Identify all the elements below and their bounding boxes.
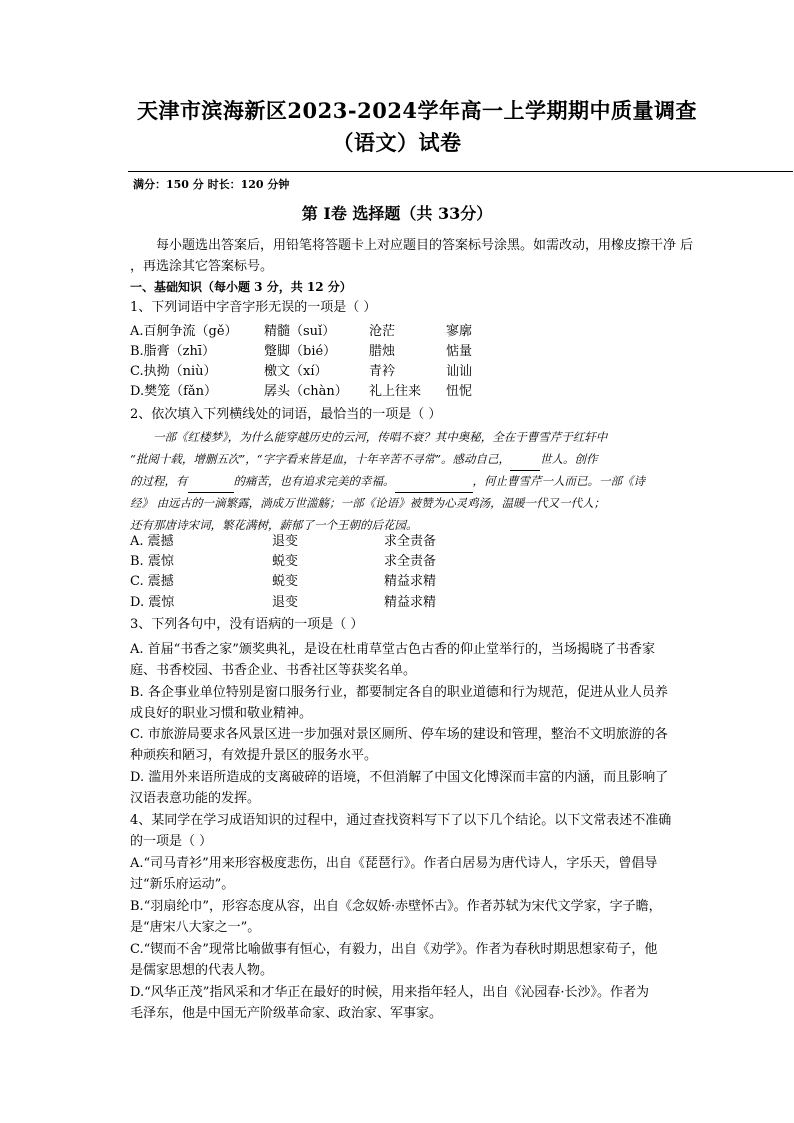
blank-1 [510,448,540,471]
q2-passage-line1: 一部《红楼梦》，为什么能穿越历史的云河，传唱不衰？其中奥秘，全在于曹雪芹于红轩中 [153,430,608,444]
q2-b-col1: B. 震惊 [130,554,174,569]
q1-b-col3: 腊烛 [369,344,396,359]
score-time-info: 满分：150 分 时长：120 分钟 [133,178,290,191]
q2-option-d [130,593,750,613]
q1-d-col1: D.樊笼（fǎn） [130,384,218,399]
q1-d-col3: 礼上往来 [369,384,422,399]
q3-option-d-line1: D. 滥用外来语所造成的支离破碎的语境，不但消解了中国文化博深而丰富的内涵，而且影响了 [130,770,669,785]
blank-3 [395,470,473,493]
q2-passage-line2-text: “批阅十载，增删五次”，“字字看来皆是血，十年辛苦不寻常”。感动自己， [130,452,511,466]
q3-option-b-line1: B. 各企事业单位特别是窗口服务行业，都要制定各自的职业道德和行为规范，促进从业人员养 [130,685,668,700]
q1-c-col1: C.执拗（niù） [130,364,217,379]
q1-option-b [130,342,750,362]
q1-b-col4: 惦量 [446,344,473,359]
q2-a-col3: 求全责备 [384,534,437,549]
q4-option-c-line1: C.“锲而不舍”现常比喻做事有恒心，有毅力，出自《劝学》。作者为春秋时期思想家荀子，他 [130,942,658,957]
exam-subtitle: （语文）试卷 [332,130,462,155]
q4-option-a-line2: 过“新乐府运动”。 [130,877,235,892]
q1-a-col4: 寥廓 [446,324,473,339]
q1-c-col4: 讪讪 [446,364,473,379]
q2-a-col2: 退变 [272,534,299,549]
q3-option-c-line2: 种顽疾和陋习，有效提升景区的服务水平。 [130,748,378,763]
q2-passage-line3 [130,470,722,493]
q3-option-c-line1: C. 市旅游局要求各风景区进一步加强对景区厕所、停车场的建设和管理，整治不文明旅游的各 [130,727,668,742]
q2-c-col3: 精益求精 [384,574,437,589]
q1-a-col1: A.百舸争流（gě） [130,324,238,339]
section-heading: 第 I卷 选择题（共 33分） [301,204,493,223]
q2-option-a [130,532,750,552]
q3-option-b-line2: 成良好的职业习惯和敬业精神。 [130,706,313,721]
q2-c-col2: 蜕变 [272,574,299,589]
q1-d-col4: 忸怩 [446,384,473,399]
question-2-stem: 2、依次填入下列横线处的词语，最恰当的一项是（ ） [130,407,442,422]
q1-a-col3: 沧茫 [369,324,396,339]
q4-option-b-line1: B.“羽扇纶巾”，形容态度从容，出自《念奴娇·赤壁怀古》。作者苏轼为宋代文学家，字子瞻， [130,899,662,914]
question-4-stem-line1: 4、某同学在学习成语知识的过程中，通过查找资料写下了以下几个结论。以下文常表述不准确 [130,813,672,828]
q1-b-col2: 蹩脚（bié） [264,344,337,359]
question-4-stem-line2: 的一项是（ ） [130,834,213,849]
q1-d-col2: 孱头（chàn） [264,384,348,399]
q2-passage-line3-b: 的痛苦，也有追求完美的幸福。 [233,474,395,488]
q4-option-c-line2: 是儒家思想的代表人物。 [130,963,274,978]
q1-option-a [130,322,750,342]
q2-passage-line3-a: 的过程，有 [130,474,188,488]
q2-a-col1: A. 震撼 [130,534,174,549]
q2-option-c [130,572,750,592]
q3-option-a-line2: 庭、书香校园、书香企业、书香社区等获奖名单。 [130,663,417,678]
q2-b-col2: 蜕变 [272,554,299,569]
q1-option-c [130,362,750,382]
q2-d-col1: D. 震惊 [130,595,175,610]
q4-option-a-line1: A.“司马青衫”用来形容极度悲伤，出自《琵琶行》。作者白居易为唐代诗人，字乐天，曾倡导 [130,856,658,871]
blank-2 [188,470,234,493]
q2-passage-line4: 经》 由远古的一滴繁露，淌成万世滥觞；一部《论语》被赞为心灵鸡汤，温暖一代又一代人； [130,496,606,510]
question-3-stem: 3、下列各句中，没有语病的一项是（ ） [130,617,364,632]
q2-d-col2: 退变 [272,595,299,610]
q2-option-b [130,552,750,572]
q4-option-b-line2: 是“唐宋八大家之一”。 [130,920,261,935]
header-rule [128,171,793,172]
part-heading: 一、基础知识（每小题 3 分，共 12 分） [130,280,352,294]
exam-title: 天津市滨海新区2023-2024学年高一上学期期中质量调查 [136,98,698,123]
q2-passage-line3-c: ，何止曹雪芹一人而已。一部《诗 [472,474,645,488]
q2-d-col3: 精益求精 [384,595,437,610]
q1-option-d [130,382,750,402]
q2-c-col1: C. 震撼 [130,574,174,589]
q4-option-d-line2: 毛泽东，他是中国无产阶级革命家、政治家、军事家。 [130,1006,443,1021]
q2-passage-line5: 还有那唐诗宋词，繁花满树，薪郁了一个王朝的后花园。 [130,518,418,532]
q4-option-d-line1: D.“风华正茂”指风采和才华正在最好的时候，用来指年轻人，出自《沁园春·长沙》。作者为 [130,985,650,1000]
q3-option-d-line2: 汉语表意功能的发挥。 [130,791,261,806]
q1-a-col2: 精髓（suǐ） [264,324,336,339]
instructions-line2: ，再选涂其它答案标号。 [130,259,274,274]
q3-option-a-line1: A. 首届“书香之家”颁奖典礼，是设在杜甫草堂古色古香的仰止堂举行的，当场揭晓了书香家 [130,642,655,657]
q2-passage-line2 [130,448,722,471]
q1-c-col2: 檄文（xí） [264,364,328,379]
question-1-stem: 1、下列词语中字音字形无误的一项是（ ） [130,300,377,315]
q2-b-col3: 求全责备 [384,554,437,569]
q2-passage-line2-end: 世人。创作 [540,452,598,466]
instructions-line1: 每小题选出答案后，用铅笔将答题卡上对应题目的答案标号涂黑。如需改动，用橡皮擦干净 后 [156,238,694,253]
q1-b-col1: B.脂膏（zhī） [130,344,216,359]
q1-c-col3: 青衿 [369,364,396,379]
